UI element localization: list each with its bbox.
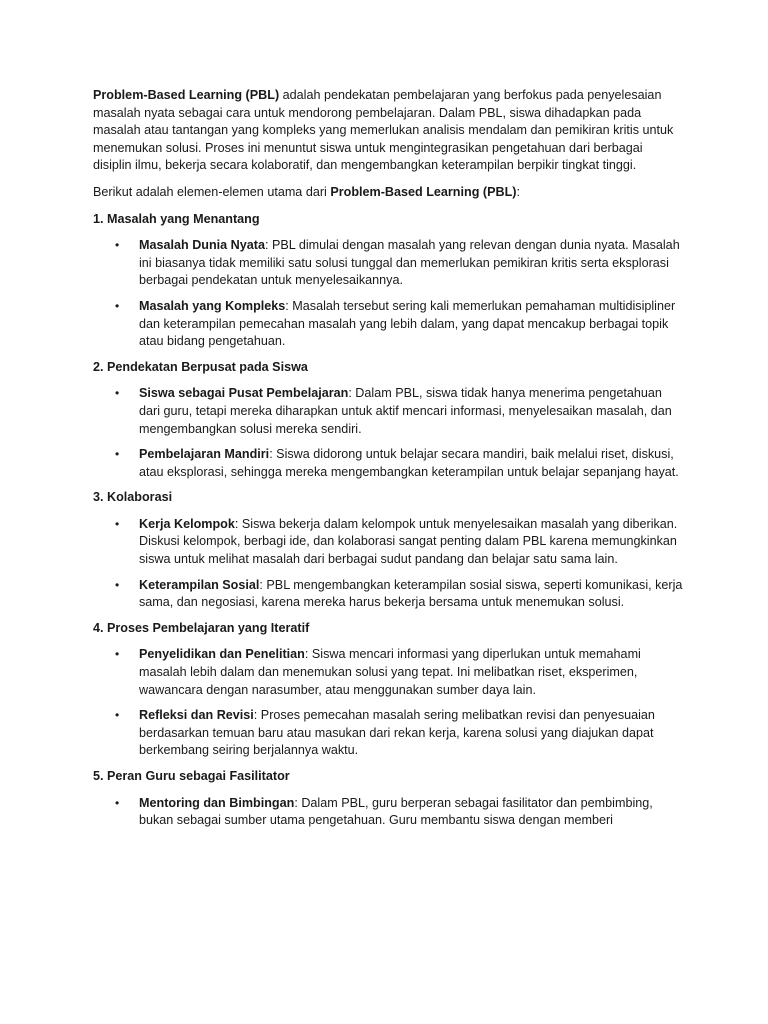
item-term: Kerja Kelompok <box>139 516 235 531</box>
lead-term: Problem-Based Learning (PBL) <box>330 184 517 199</box>
intro-term: Problem-Based Learning (PBL) <box>93 88 280 102</box>
list-item <box>93 707 683 760</box>
section-heading: 5. Peran Guru sebagai Fasilitator <box>93 769 290 783</box>
bullet-list <box>93 646 683 760</box>
item-term: Penyelidikan dan Penelitian <box>139 647 305 662</box>
item-term: Masalah Dunia Nyata <box>139 238 265 253</box>
item-text: : PBL dimulai dengan masalah yang relevan dengan dunia nyata. Masalah ini biasanya tidak memiliki satu solusi tunggal dan memerlukan pemikiran kritis serta eksplorasi berbagai pendekatan untuk menyelesaikannya. <box>139 238 680 288</box>
bullet-list <box>93 237 683 351</box>
bullet-icon: • <box>115 647 120 662</box>
item-text: : Proses pemecahan masalah sering melibatkan revisi dan penyesuaian berdasarkan temuan baru atau masukan dari rekan kerja, karena solusi yang diajukan dapat berkembang seiring berjalannya waktu. <box>139 708 655 758</box>
section-2 <box>93 359 683 482</box>
item-term: Refleksi dan Revisi <box>139 708 254 723</box>
list-item <box>93 385 683 438</box>
bullet-icon: • <box>115 795 120 810</box>
list-item <box>93 446 683 481</box>
bullet-list <box>93 385 683 481</box>
bullet-icon: • <box>115 298 120 313</box>
section-heading: 1. Masalah yang Menantang <box>93 211 260 226</box>
item-term: Siswa sebagai Pusat Pembelajaran <box>139 386 349 401</box>
item-text: : PBL mengembangkan keterampilan sosial siswa, seperti komunikasi, kerja sama, dan negosiasi, karena mereka harus bekerja bersama untuk menemukan solusi. <box>139 577 683 610</box>
item-text: : Dalam PBL, siswa tidak hanya menerima pengetahuan dari guru, tetapi mereka diharapkan untuk aktif mencari informasi, menyelesaikan masalah, dan mengembangkan solusi mereka sendiri. <box>139 386 672 436</box>
item-text: : Siswa bekerja dalam kelompok untuk menyelesaikan masalah yang diberikan. Diskusi kelompok, berbagi ide, dan kolaborasi sangat penting dalam PBL karena memungkinkan siswa untuk melihat masalah dari berbagai sudut pandang dan belajar satu sama lain. <box>139 516 678 567</box>
section-3 <box>93 489 683 612</box>
section-heading: 4. Proses Pembelajaran yang Iteratif <box>93 620 310 635</box>
item-text: : Masalah tersebut sering kali memerlukan pemahaman multidisipliner dan keterampilan pemecahan masalah yang lebih dalam, yang dapat mencakup berbagai topik atau bidang pengetahuan. <box>139 298 676 349</box>
document-page <box>93 87 683 838</box>
list-item <box>93 298 683 351</box>
bullet-icon: • <box>115 447 120 462</box>
section-5 <box>93 768 683 830</box>
item-text: : Dalam PBL, guru berperan sebagai fasilitator dan pembimbing, bukan sebagai sumber utama pengetahuan. Guru membantu siswa dengan memberi <box>139 795 653 828</box>
item-text: : Siswa mencari informasi yang diperlukan untuk memahami masalah lebih dalam dan menemukan solusi yang tepat. Ini melibatkan riset, eksperimen, wawancara dengan narasumber, atau menggunakan sumber daya lain. <box>139 647 641 697</box>
bullet-icon: • <box>115 386 120 401</box>
section-4 <box>93 620 683 760</box>
bullet-list <box>93 795 683 830</box>
bullet-list <box>93 516 683 612</box>
item-text: : Siswa didorong untuk belajar secara mandiri, baik melalui riset, diskusi, atau eksplorasi, sehingga mereka mengembangkan keterampilan untuk belajar sepanjang hayat. <box>139 447 679 479</box>
section-1 <box>93 211 683 351</box>
lead-text: Berikut adalah elemen-elemen utama dari <box>93 184 331 199</box>
lead-suffix: : <box>516 184 520 199</box>
intro-text: adalah pendekatan pembelajaran yang berfokus pada penyelesaian masalah nyata sebagai cara untuk mendorong pembelajaran. Dalam PBL, siswa dihadapkan pada masalah atau tantangan yang kompleks yang memerlukan analisis mendalam dan pemikiran kritis untuk menemukan solusi. Proses ini menuntut siswa untuk mengintegrasikan pengetahuan dari berbagai disiplin ilmu, bekerja secara kolaboratif, dan mengembangkan keterampilan berpikir tingkat tinggi. <box>93 88 674 173</box>
item-term: Pembelajaran Mandiri <box>139 447 270 462</box>
list-item <box>93 516 683 569</box>
list-item <box>93 795 683 830</box>
intro-paragraph <box>93 87 683 175</box>
list-item <box>93 237 683 290</box>
bullet-icon: • <box>115 516 120 531</box>
section-heading: 2. Pendekatan Berpusat pada Siswa <box>93 359 308 374</box>
lead-paragraph <box>93 184 683 202</box>
item-term: Keterampilan Sosial <box>139 577 260 592</box>
bullet-icon: • <box>115 238 120 253</box>
bullet-icon: • <box>115 577 120 592</box>
list-item <box>93 577 683 612</box>
bullet-icon: • <box>115 708 120 723</box>
item-term: Masalah yang Kompleks <box>139 298 286 313</box>
list-item <box>93 646 683 699</box>
section-heading: 3. Kolaborasi <box>93 490 173 505</box>
item-term: Mentoring dan Bimbingan <box>139 795 295 810</box>
